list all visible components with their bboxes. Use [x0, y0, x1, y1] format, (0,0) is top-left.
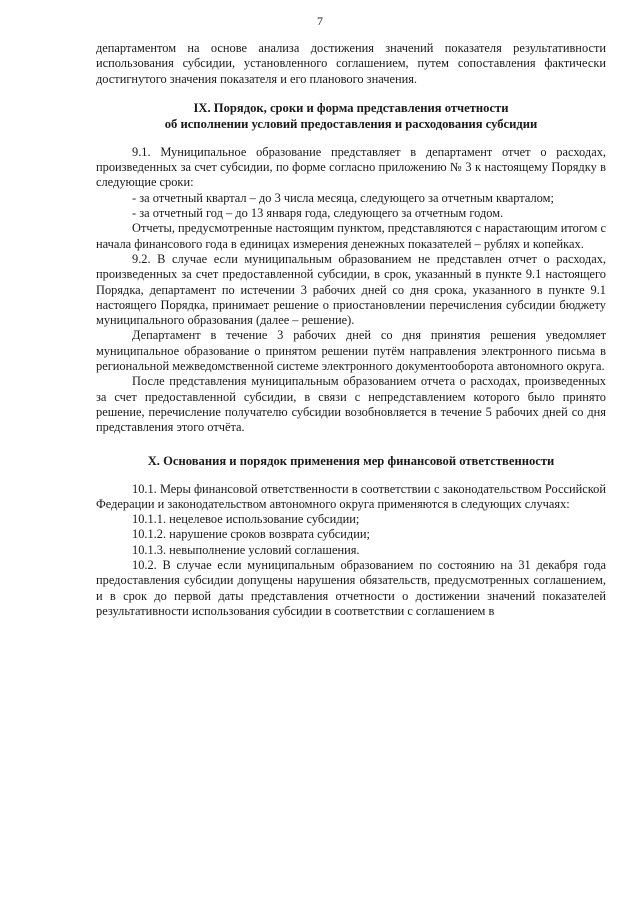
paragraph-quarter-deadline: - за отчетный квартал – до 3 числа месяца, следующего за отчетным кварталом; [132, 190, 554, 205]
section-9-heading-line-1: IX. Порядок, сроки и форма представления отчетности [193, 100, 509, 115]
section-9-heading-line-2: об исполнении условий предоставления и расходования субсидии [164, 116, 538, 131]
paragraph-9-2: 9.2. В случае если муниципальным образованием не представлен отчет о расходах, произведенных за счет предоставленной субсидии, в срок, указанный в пункте 9.1 настоящего Порядка, департамент по истечении 3 рабочих дней со дня срока, указанного в пункте 9.1 настоящего Порядка, принимает решение о приостановлении перечисления субсидии бюджету муниципального образования (далее – решение). [96, 251, 606, 328]
paragraph-10-1-1: 10.1.1. нецелевое использование субсидии; [132, 512, 360, 527]
paragraph-10-1: 10.1. Меры финансовой ответственности в соответствии с законодательством Российской Федерации и законодательством автономного округа применяются в следующих случаях: [96, 481, 606, 511]
paragraph-year-deadline: - за отчетный год – до 13 января года, следующего за отчетным годом. [132, 206, 504, 221]
paragraph-notification: Департамент в течение 3 рабочих дней со дня принятия решения уведомляет муниципальное образование о принятом решении путём направления электронного письма в региональной межведомственной системе электронного документооборота автономного округа. [96, 328, 606, 374]
paragraph-resumption: После представления муниципальным образованием отчета о расходах, произведенных за счет предоставленной субсидии, в связи с непредставлением которого было принято решение, перечисление получателю субсидии возобновляется в течение 5 рабочих дней со дня представления этого отчёта. [96, 374, 606, 435]
paragraph-10-1-2: 10.1.2. нарушение сроков возврата субсидии; [132, 527, 370, 542]
paragraph-9-1: 9.1. Муниципальное образование представляет в департамент отчет о расходах, произведенных за счет субсидии, по форме согласно приложению № 3 к настоящему Порядку в следующие сроки: [96, 144, 606, 190]
page-number: 7 [317, 14, 323, 28]
section-10-heading: X. Основания и порядок применения мер финансовой ответственности [147, 453, 555, 468]
paragraph-10-1-3: 10.1.3. невыполнение условий соглашения. [132, 542, 360, 557]
paragraph-reports-cumulative: Отчеты, предусмотренные настоящим пунктом, представляются с нарастающим итогом с начала финансового года в единицах измерения денежных показателей – рублях и копейках. [96, 221, 606, 251]
document-body [96, 41, 606, 619]
paragraph-10-2: 10.2. В случае если муниципальным образованием по состоянию на 31 декабря года предоставления субсидии допущены нарушения обязательств, предусмотренных соглашением, и в срок до первой даты представления отчетности о достижении значений показателей результативности использования субсидии в соответствии с соглашением в [96, 558, 606, 618]
intro-paragraph: департаментом на основе анализа достижения значений показателя результативности использования субсидии, установленного соглашением, путем сопоставления фактически достигнутого значения показателя и его планового значения. [96, 41, 606, 86]
